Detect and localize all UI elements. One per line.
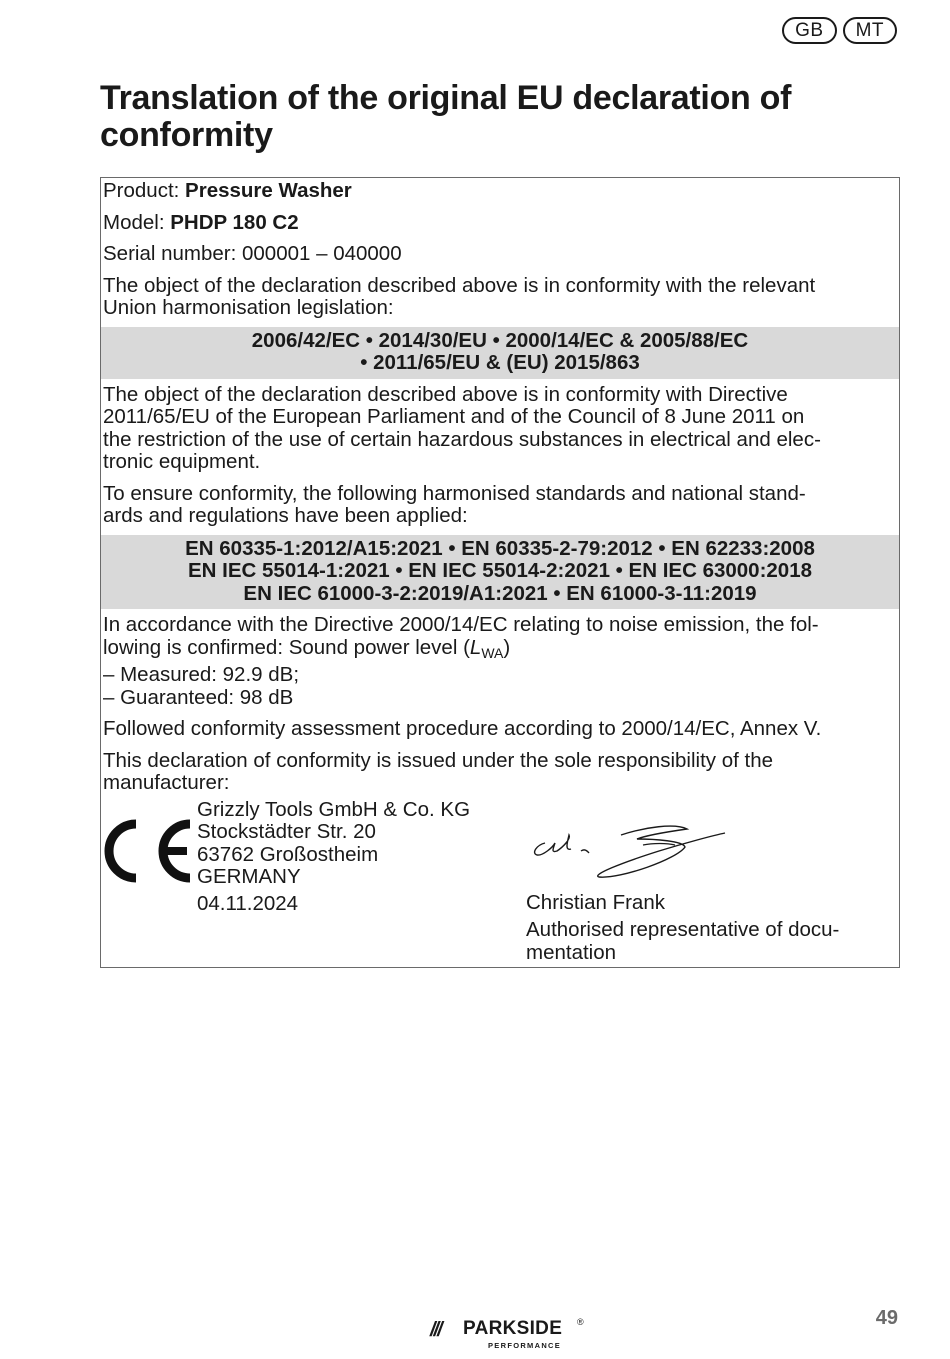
language-badge-gb: GB bbox=[782, 17, 836, 44]
brand-subtitle: PERFORMANCE bbox=[488, 1341, 562, 1350]
noise-statement bbox=[101, 612, 899, 713]
directives-line: • 2011/65/EU & (EU) 2015/863 bbox=[360, 351, 640, 374]
sound-power-subscript: WA bbox=[481, 644, 504, 661]
sound-power-symbol: L bbox=[469, 635, 482, 659]
conformity-statement bbox=[101, 273, 899, 324]
noise-line: In accordance with the Directive 2000/14/EC relating to noise emission, the fol- bbox=[103, 613, 819, 636]
noise-measured: – Measured: 92.9 dB; bbox=[103, 663, 300, 686]
parkside-logo bbox=[430, 1316, 590, 1350]
language-badge-mt: MT bbox=[843, 17, 897, 44]
assessment-statement: Followed conformity assessment procedure according to 2000/14/EC, Annex V. bbox=[103, 717, 822, 740]
ce-mark-icon bbox=[103, 819, 193, 883]
rohs-line: The object of the declaration described above is in conformity with Directive bbox=[103, 382, 788, 406]
standards-line: EN IEC 55014-1:2021 • EN IEC 55014-2:2021 • EN IEC 63000:2018 bbox=[187, 559, 813, 582]
serial-number: Serial number: 000001 – 040000 bbox=[103, 242, 402, 265]
brand-slashes: /// bbox=[430, 1319, 441, 1341]
product-line bbox=[101, 178, 899, 207]
directives-line: 2006/42/EC • 2014/30/EU • 2000/14/EC & 2005/88/EC bbox=[251, 328, 749, 352]
signatory-name: Christian Frank bbox=[526, 890, 665, 914]
rohs-statement bbox=[101, 382, 899, 478]
language-badges bbox=[782, 17, 897, 44]
declaration-date: 04.11.2024 bbox=[197, 891, 299, 915]
product-value: Pressure Washer bbox=[185, 179, 352, 202]
brand-name: PARKSIDE bbox=[463, 1318, 563, 1339]
declaration-box bbox=[100, 177, 900, 968]
product-label: Product: bbox=[103, 179, 186, 202]
responsibility-statement bbox=[101, 748, 899, 799]
standards-line: EN IEC 61000-3-2:2019/A1:2021 • EN 61000-3-11:2019 bbox=[243, 581, 757, 605]
standards-intro bbox=[101, 481, 899, 532]
manufacturer-city: 63762 Großostheim bbox=[197, 842, 379, 866]
model-label: Model: bbox=[103, 210, 171, 234]
page-number: 49 bbox=[875, 1307, 898, 1329]
manufacturer-address bbox=[197, 799, 470, 916]
brand-registered-mark: ® bbox=[577, 1317, 584, 1327]
standards-intro-line: ards and regulations have been applied: bbox=[103, 504, 468, 527]
page-title: Translation of the original EU declaration of conformity bbox=[100, 79, 792, 154]
signatory-role-line: mentation bbox=[526, 940, 617, 964]
rohs-line: the restriction of the use of certain hazardous substances in electrical and elec- bbox=[103, 427, 821, 451]
noise-close: ) bbox=[503, 635, 511, 659]
signatory-role-line: Authorised representative of docu- bbox=[526, 918, 840, 941]
noise-text: lowing is confirmed: Sound power level ( bbox=[103, 635, 470, 659]
standards-intro-line: To ensure conformity, the following harmonised standards and national stand- bbox=[103, 481, 806, 505]
model-value: PHDP 180 C2 bbox=[170, 210, 299, 234]
directives-list bbox=[101, 327, 899, 379]
signature-image bbox=[525, 815, 735, 887]
standards-line: EN 60335-1:2012/A15:2021 • EN 60335-2-79:2012 • EN 62233:2008 bbox=[185, 536, 815, 560]
signatory-role bbox=[526, 919, 886, 964]
signatory bbox=[526, 892, 886, 965]
conformity-line: Union harmonisation legislation: bbox=[103, 296, 394, 319]
conformity-line: The object of the declaration described above is in conformity with the relevant bbox=[103, 273, 816, 297]
manufacturer-country: GERMANY bbox=[197, 865, 301, 888]
model-line bbox=[101, 210, 899, 239]
responsibility-line: manufacturer: bbox=[103, 771, 230, 794]
manufacturer-street: Stockstädter Str. 20 bbox=[197, 820, 376, 843]
noise-guaranteed: – Guaranteed: 98 dB bbox=[103, 685, 294, 709]
rohs-line: tronic equipment. bbox=[103, 450, 261, 473]
manufacturer-name: Grizzly Tools GmbH & Co. KG bbox=[197, 797, 471, 821]
noise-line bbox=[103, 637, 897, 665]
rohs-line: 2011/65/EU of the European Parliament and of the Council of 8 June 2011 on bbox=[103, 405, 805, 428]
standards-list bbox=[101, 535, 899, 610]
manufacturer-signature-block bbox=[101, 799, 899, 967]
responsibility-line: This declaration of conformity is issued under the sole responsibility of the bbox=[103, 748, 774, 772]
